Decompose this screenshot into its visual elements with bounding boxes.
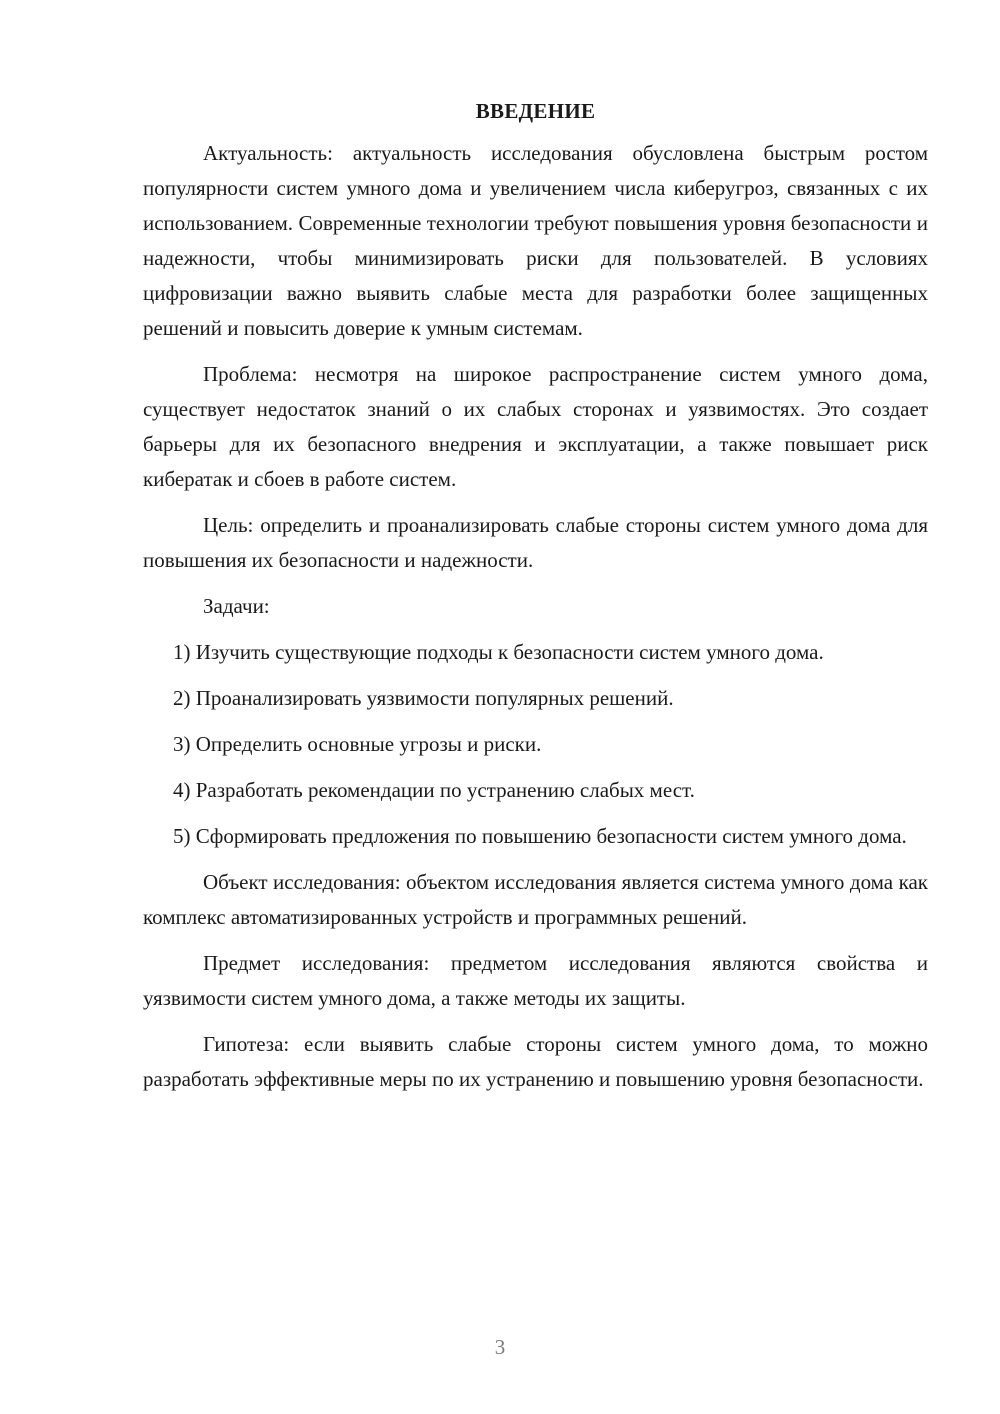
paragraph-relevance: Актуальность: актуальность исследования обусловлена быстрым ростом популярности систем умного дома и увеличением числа киберугроз, связанных с их использованием. Современные технологии требуют повышения уровня безопасности и надежности, чтобы минимизировать риски для пользователей. В условиях цифровизации важно выявить слабые места для разработки более защищенных решений и повысить доверие к умным системам. — [143, 141, 928, 340]
section-heading: ВВЕДЕНИЕ — [475, 99, 596, 123]
tasks-label: Задачи: — [203, 594, 270, 618]
paragraph-hypothesis: Гипотеза: если выявить слабые стороны систем умного дома, то можно разработать эффективные меры по их устранению и повышению уровня безопасности. — [143, 1032, 928, 1091]
task-item: 2) Проанализировать уязвимости популярных решений. — [173, 686, 674, 710]
paragraph-problem: Проблема: несмотря на широкое распространение систем умного дома, существует недостаток знаний о их слабых сторонах и уязвимостях. Это создает барьеры для их безопасного внедрения и эксплуатации, а также повышает риск кибератак и сбоев в работе систем. — [143, 362, 928, 491]
page-content — [143, 96, 928, 1097]
paragraph-subject: Предмет исследования: предметом исследования являются свойства и уязвимости систем умного дома, а также методы их защиты. — [143, 951, 928, 1010]
task-item: 3) Определить основные угрозы и риски. — [173, 732, 542, 756]
task-item: 4) Разработать рекомендации по устранению слабых мест. — [173, 778, 695, 802]
paragraph-goal: Цель: определить и проанализировать слабые стороны систем умного дома для повышения их безопасности и надежности. — [143, 513, 928, 572]
task-item: 5) Сформировать предложения по повышению безопасности систем умного дома. — [173, 824, 907, 848]
task-item: 1) Изучить существующие подходы к безопасности систем умного дома. — [173, 640, 824, 664]
paragraph-object: Объект исследования: объектом исследования является система умного дома как комплекс автоматизированных устройств и программных решений. — [143, 870, 928, 929]
page-number: 3 — [494, 1335, 506, 1359]
